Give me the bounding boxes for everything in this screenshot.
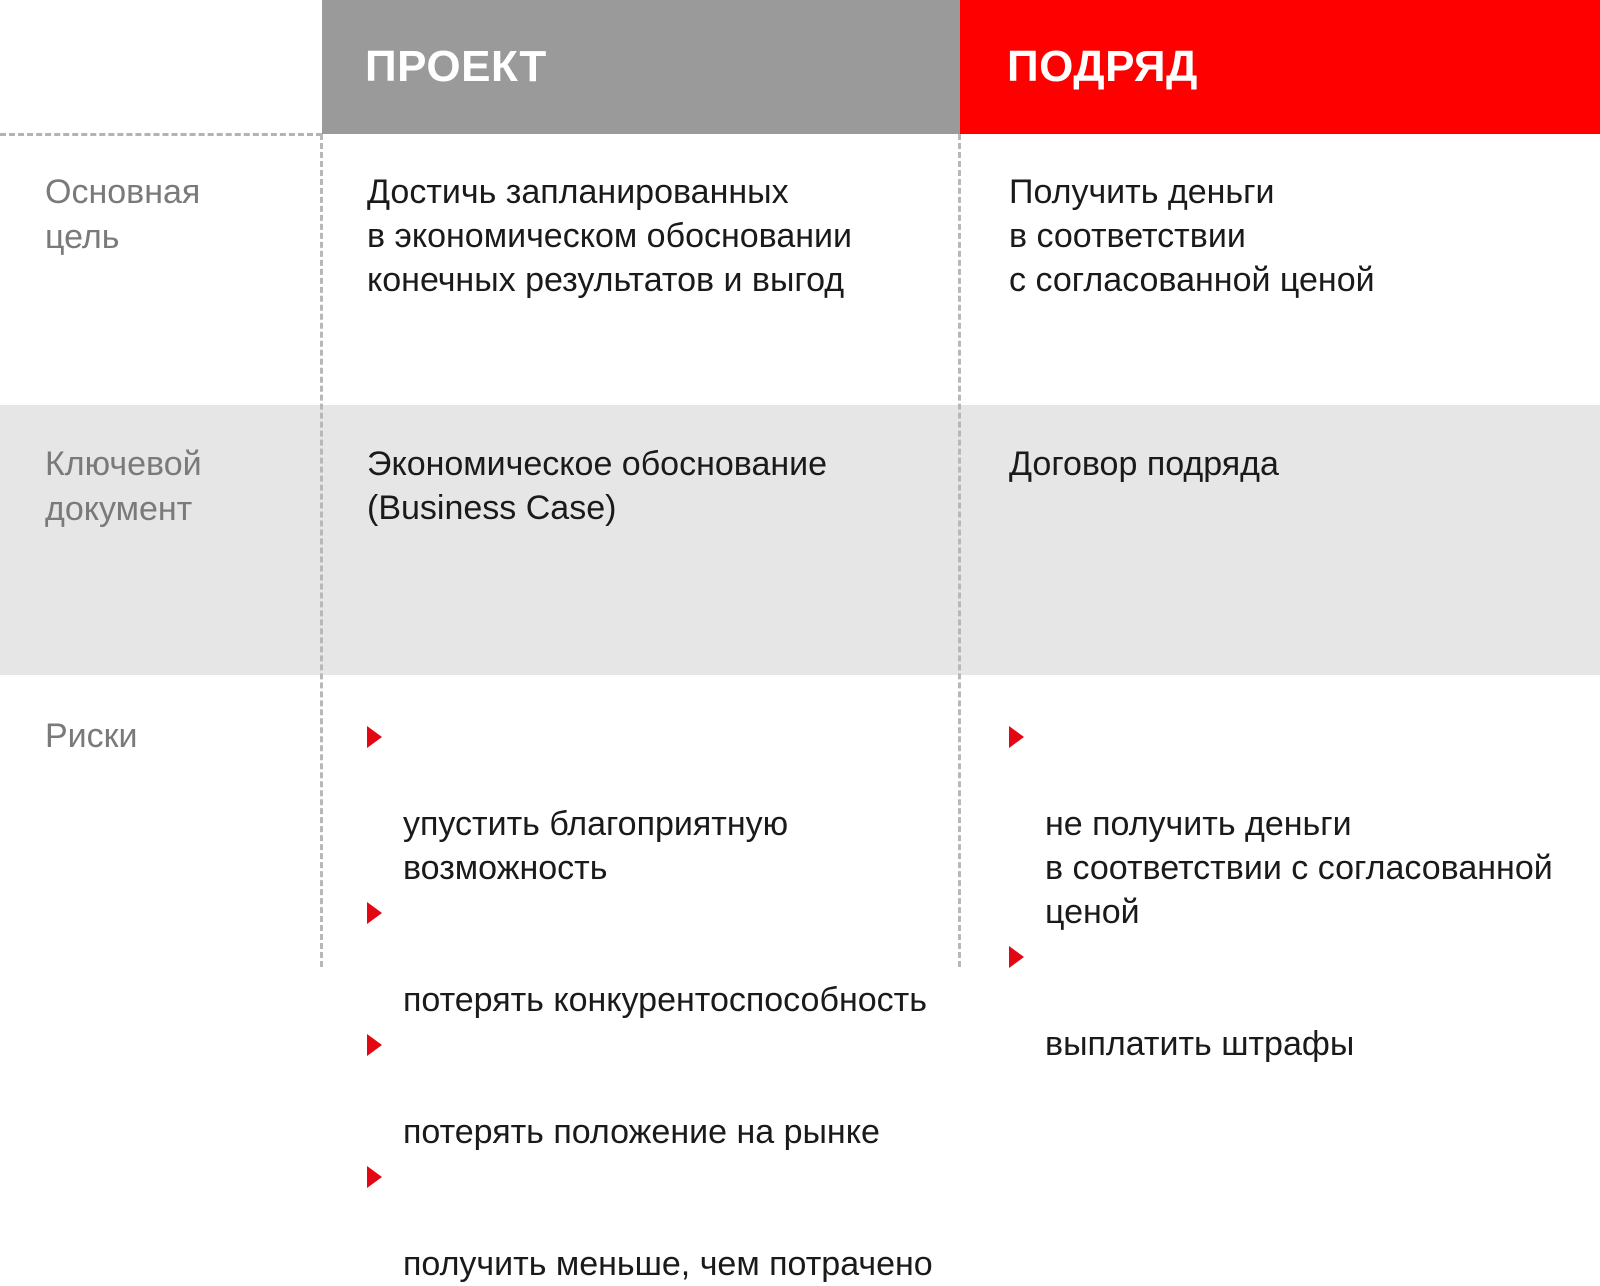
header-project <box>322 0 960 134</box>
column-divider-1 <box>320 134 323 967</box>
triangle-bullet-icon <box>367 726 382 748</box>
triangle-bullet-icon <box>367 1166 382 1188</box>
list-item <box>1009 714 1589 934</box>
cell-contract-main-goal: Получить деньги в соответствии с согласованной ценой <box>1009 173 1375 299</box>
triangle-bullet-icon <box>1009 726 1024 748</box>
list-item <box>367 890 947 1022</box>
header-project-label: ПРОЕКТ <box>365 42 547 91</box>
list-item <box>367 1022 947 1154</box>
cell-project-main-goal: Достичь запланированных в экономическом обосновании конечных результатов и выгод <box>367 173 853 299</box>
header-divider <box>0 133 322 136</box>
project-risk-list <box>367 714 947 1286</box>
triangle-bullet-icon <box>367 902 382 924</box>
risk-text: получить меньше, чем потрачено <box>403 1245 933 1283</box>
risk-text: потерять положение на рынке <box>403 1113 880 1151</box>
triangle-bullet-icon <box>1009 946 1024 968</box>
list-item <box>1009 934 1589 1066</box>
header-contract <box>960 0 1600 134</box>
row-label-key-document: Ключевой документ <box>45 445 202 528</box>
risk-text: не получить деньги в соответствии с согласованной ценой <box>1045 805 1553 931</box>
list-item <box>367 1154 947 1286</box>
cell-contract-key-document: Договор подряда <box>1009 445 1279 483</box>
header-contract-label: ПОДРЯД <box>1007 42 1198 91</box>
list-item <box>367 714 947 890</box>
column-divider-2 <box>958 134 961 967</box>
risk-text: выплатить штрафы <box>1045 1025 1355 1063</box>
cell-project-key-document: Экономическое обоснование (Business Case) <box>367 445 828 527</box>
row-label-risks: Риски <box>45 717 138 755</box>
risk-text: потерять конкурентоспособность <box>403 981 927 1019</box>
risk-text: упустить благоприятную возможность <box>403 805 789 887</box>
contract-risk-list <box>1009 714 1589 1066</box>
row-label-main-goal: Основная цель <box>45 173 201 256</box>
triangle-bullet-icon <box>367 1034 382 1056</box>
